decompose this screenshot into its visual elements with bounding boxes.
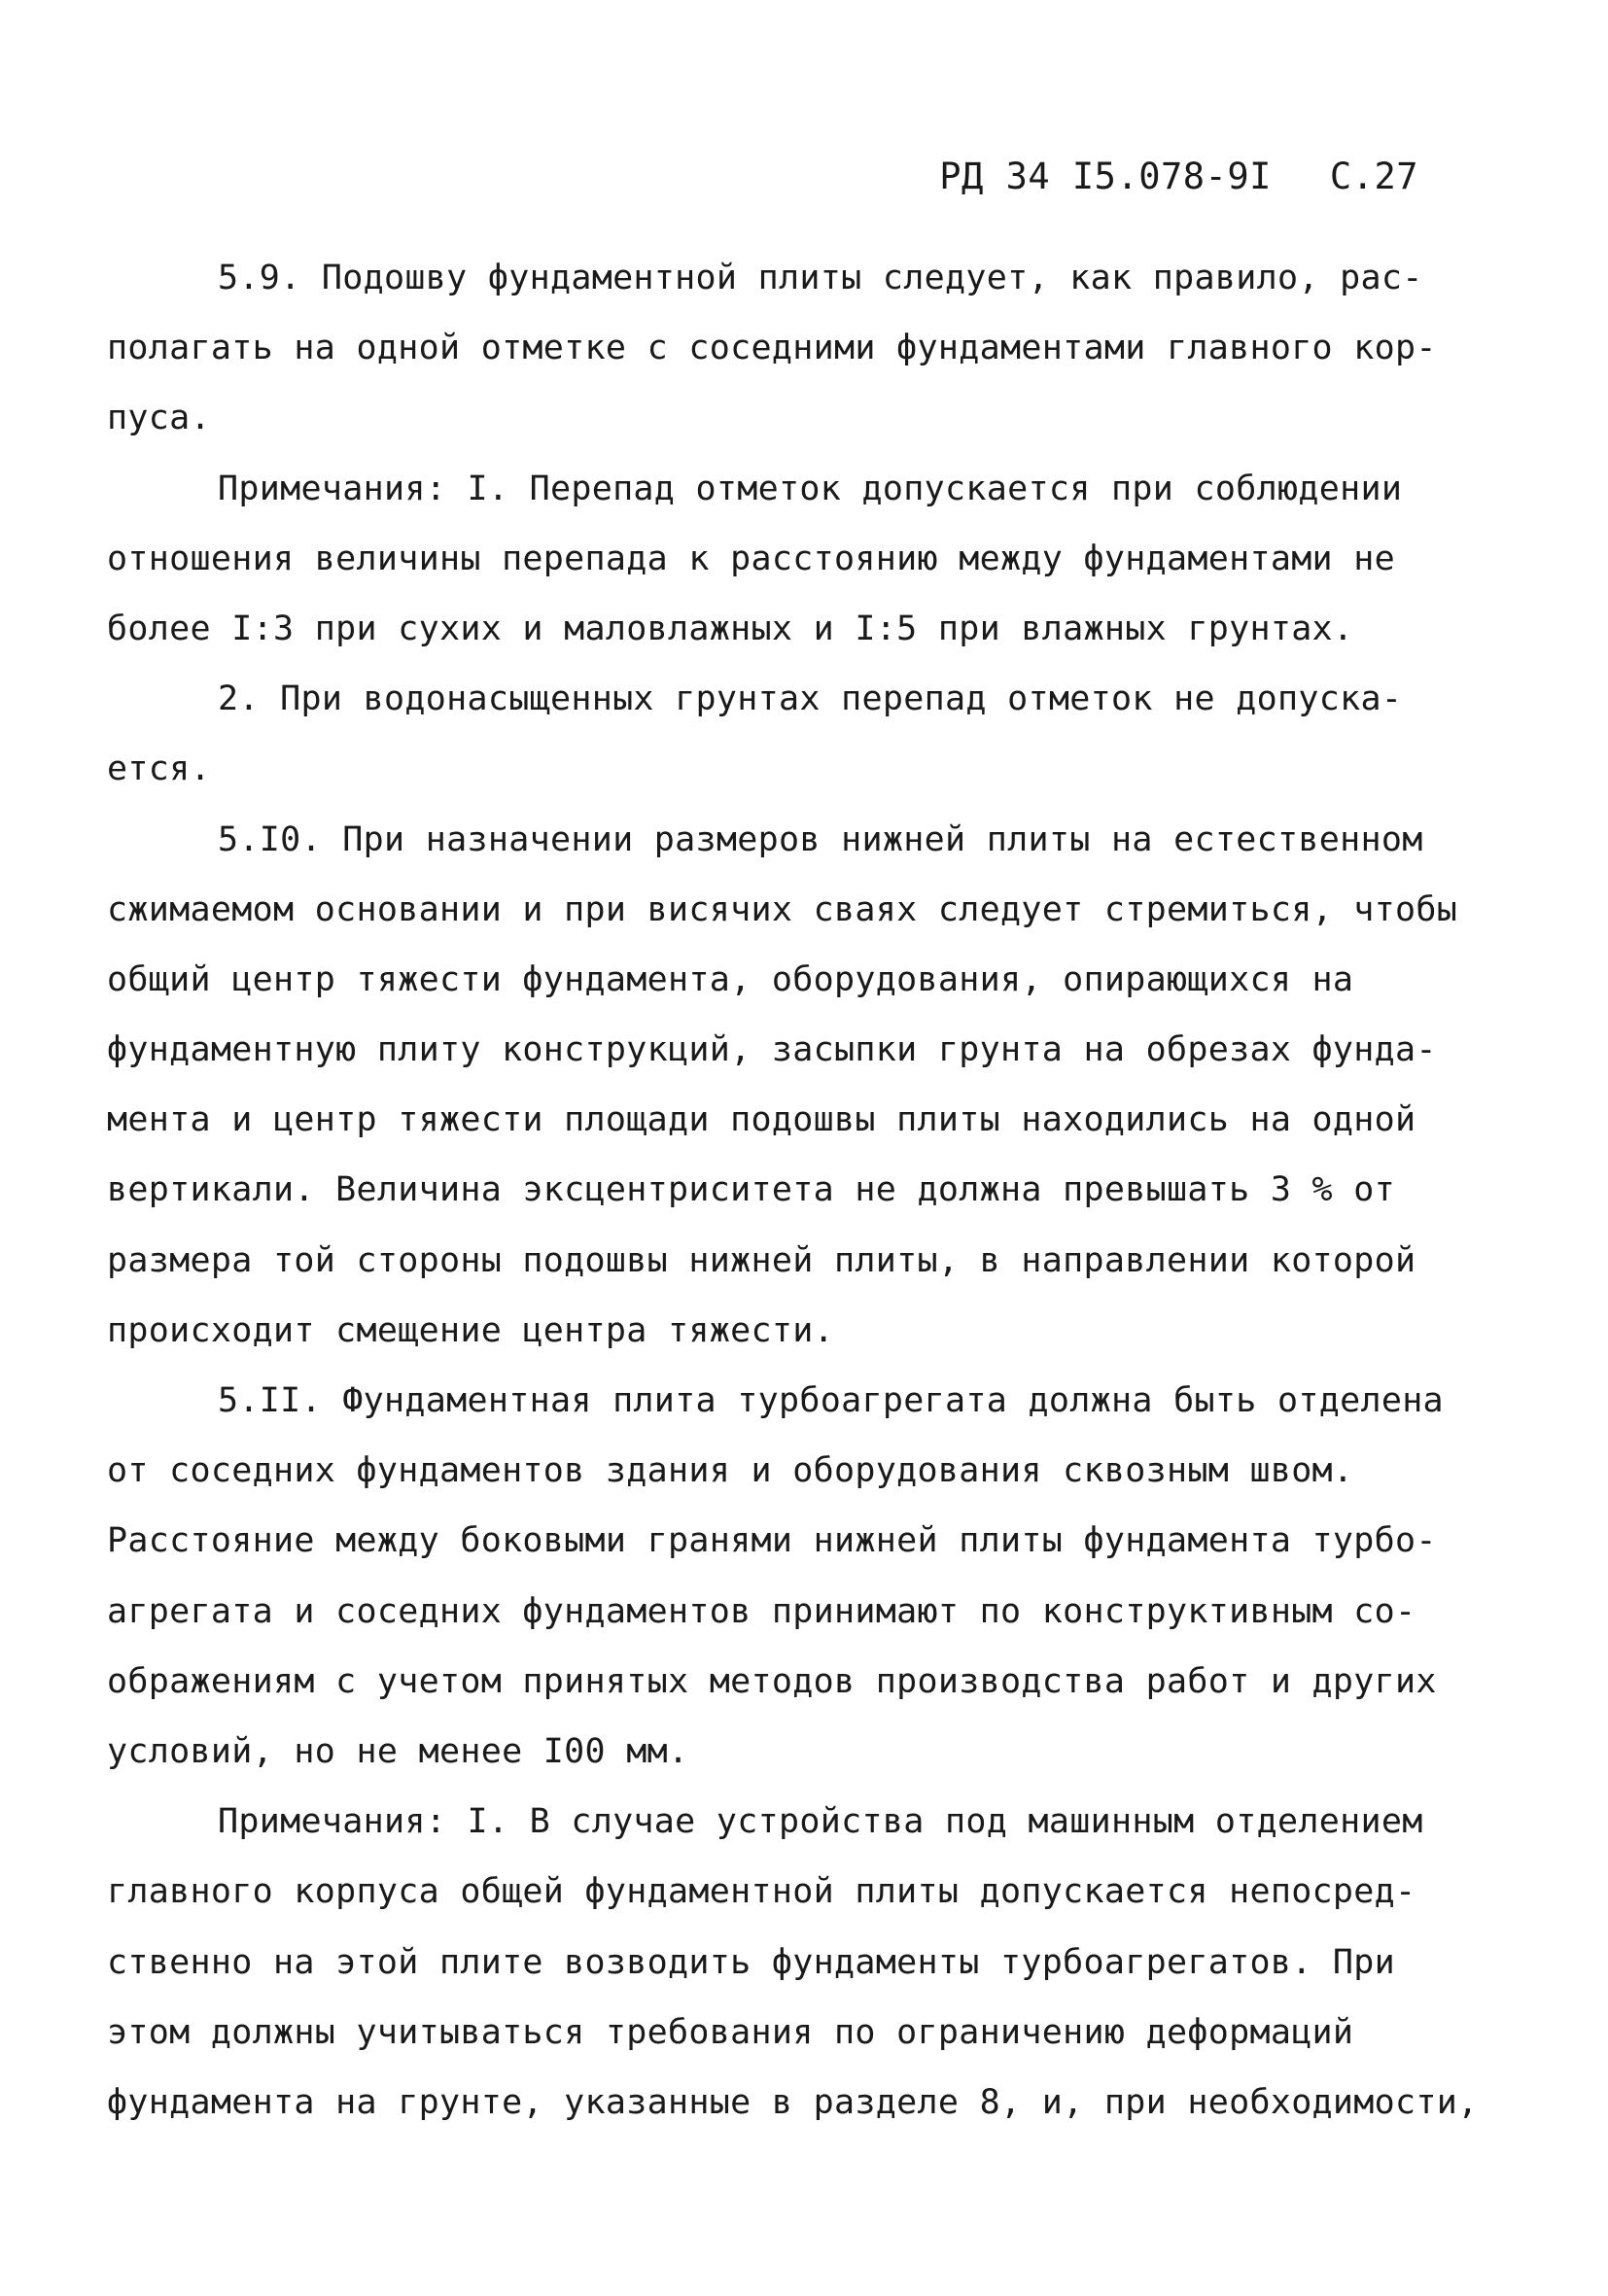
page-header [939,156,1418,197]
text-line: от соседних фундаментов здания и оборудования сквозным швом. [107,1451,1354,1491]
body-text [107,243,1517,2138]
text-line: Примечания: I. В случае устройства под машинным отделением [218,1802,1423,1842]
text-line: 5.I0. При назначении размеров нижней плиты на естественном [218,819,1423,859]
text-line: условий, но не менее I00 мм. [107,1731,689,1771]
text-line: вертикали. Величина эксцентриситета не должна превышать 3 % от [107,1170,1396,1210]
document-code: РД 34 I5.078-9I [939,156,1272,197]
text-line: Расстояние между боковыми гранями нижней плиты фундамента турбо- [107,1521,1437,1561]
text-line: полагать на одной отметке с соседними фундаментами главного кор- [107,329,1437,368]
text-line: общий центр тяжести фундамента, оборудования, опирающихся на [107,959,1354,999]
text-line: фундамента на грунте, указанные в разделе 8, и, при необходимости, [107,2082,1479,2122]
text-line: агрегата и соседних фундаментов принимают по конструктивным со- [107,1591,1416,1631]
text-line: этом должны учитываться требования по ограничению деформаций [107,2012,1354,2052]
text-line: Примечания: I. Перепад отметок допускается при соблюдении [218,469,1403,508]
text-line: фундаментную плиту конструкций, засыпки грунта на обрезах фунда- [107,1030,1437,1070]
text-line: сжимаемом основании и при висячих сваях следует стремиться, чтобы [107,889,1458,929]
text-line: размера той стороны подошвы нижней плиты, в направлении которой [107,1240,1416,1280]
text-line: 2. При водонасыщенных грунтах перепад отметок не допуска- [218,679,1403,719]
text-line: ется. [107,749,211,789]
text-line: более I:3 при сухих и маловлажных и I:5 при влажных грунтах. [107,609,1354,648]
text-line: пуса. [107,399,211,438]
text-line: происходит смещение центра тяжести. [107,1310,835,1350]
text-line: мента и центр тяжести площади подошвы плиты находились на одной [107,1100,1416,1140]
page-number: С.27 [1329,156,1418,197]
text-line: ображениям с учетом принятых методов производства работ и других [107,1661,1437,1701]
text-line: 5.9. Подошву фундаментной плиты следует, как правило, рас- [218,259,1423,297]
text-line: главного корпуса общей фундаментной плиты допускается непосред- [107,1872,1416,1912]
text-line: ственно на этой плите возводить фундаменты турбоагрегатов. При [107,1942,1396,1982]
text-line: 5.II. Фундаментная плита турбоагрегата должна быть отделена [218,1381,1444,1420]
text-line: отношения величины перепада к расстоянию между фундаментами не [107,539,1396,578]
